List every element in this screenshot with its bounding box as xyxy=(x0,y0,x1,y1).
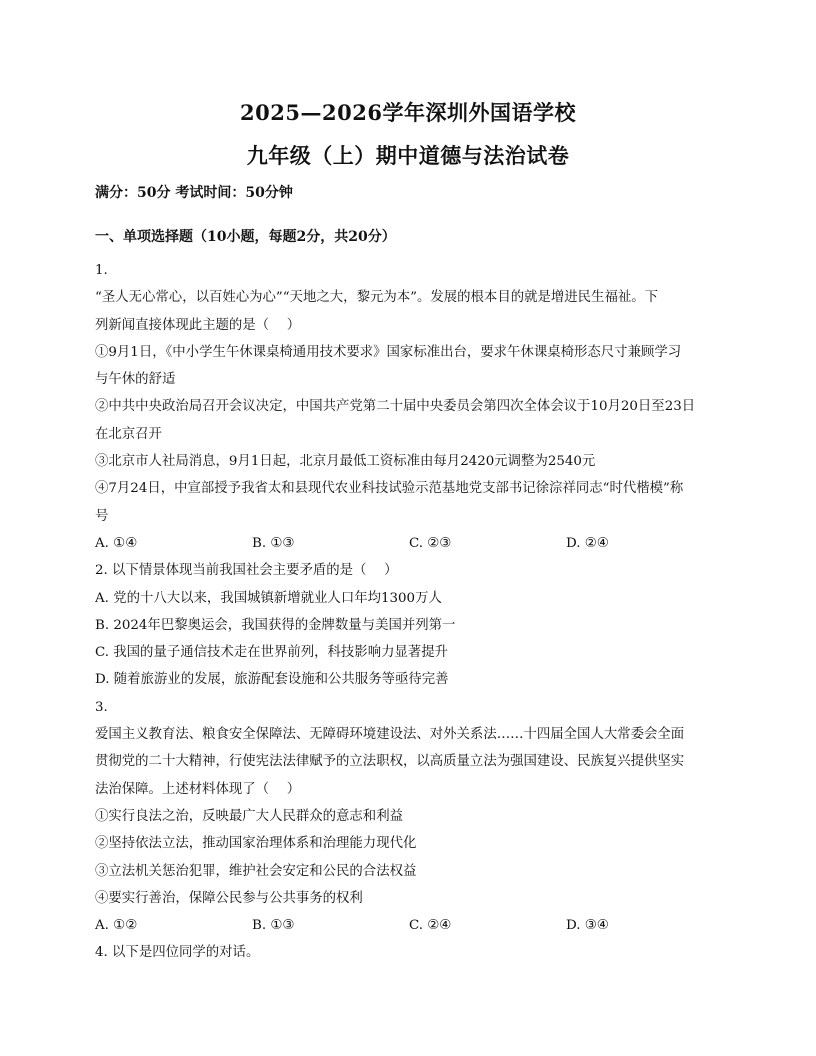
q3-option-d[interactable]: D. ③④ xyxy=(566,918,609,934)
q3-stem-line3: 法治保障。上述材料体现了（ ） xyxy=(95,781,301,797)
q1-number: 1. xyxy=(95,263,108,278)
exam-title-line1: 2025—2026学年深圳外国语学校 xyxy=(240,100,576,125)
q3-statement1: ①实行良法之治，反映最广大人民群众的意志和利益 xyxy=(95,808,403,824)
q2-option-c[interactable]: C. 我国的量子通信技术走在世界前列，科技影响力显著提升 xyxy=(95,645,449,661)
q3-stem-line2: 贯彻党的二十大精神，行使宪法法律赋予的立法职权，以高质量立法为强国建设、民族复兴提供坚实 xyxy=(95,754,685,770)
q3-stem-line1: 爱国主义教育法、粮食安全保障法、无障碍环境建设法、对外关系法……十四届全国人大常委会全面 xyxy=(95,727,685,743)
q3-statement3: ③立法机关惩治犯罪，维护社会安定和公民的合法权益 xyxy=(95,863,417,879)
q1-statement4-line2: 号 xyxy=(95,508,109,524)
q1-option-d[interactable]: D. ②④ xyxy=(566,535,609,551)
q3-options xyxy=(95,912,727,939)
q3-option-c[interactable]: C. ②④ xyxy=(409,918,452,934)
section-heading: 一、单项选择题（10小题，每题2分，共20分） xyxy=(95,229,396,245)
question-body xyxy=(95,257,727,967)
q1-statement3: ③北京市人社局消息，9月1日起，北京月最低工资标准由每月2420元调整为2540元 xyxy=(95,454,596,470)
q3-option-a[interactable]: A. ①② xyxy=(95,918,138,934)
q1-stem-line1: “圣人无心常心，以百姓心为心”“天地之大，黎元为本”。发展的根本目的就是增进民生福祉。下 xyxy=(95,290,659,306)
q1-option-c[interactable]: C. ②③ xyxy=(409,535,452,551)
q1-option-b[interactable]: B. ①③ xyxy=(252,535,295,551)
q2-option-d[interactable]: D. 随着旅游业的发展，旅游配套设施和公共服务等亟待完善 xyxy=(95,672,449,688)
q3-statement4: ④要实行善治，保障公民参与公共事务的权利 xyxy=(95,890,363,906)
q1-statement2-line1: ②中共中央政治局召开会议决定，中国共产党第二十届中央委员会第四次全体会议于10月20日至23日 xyxy=(95,399,696,415)
q3-option-b[interactable]: B. ①③ xyxy=(252,918,295,934)
q1-statement4-line1: ④7月24日，中宣部授予我省太和县现代农业科技试验示范基地党支部书记徐淙祥同志“时代楷模”称 xyxy=(95,481,684,497)
q1-statement1-line2: 与午休的舒适 xyxy=(95,372,176,388)
q4-stem: 4. 以下是四位同学的对话。 xyxy=(95,945,260,961)
q1-option-a[interactable]: A. ①④ xyxy=(95,535,138,551)
q1-statement2-line2: 在北京召开 xyxy=(95,426,162,442)
q2-option-a[interactable]: A. 党的十八大以来，我国城镇新增就业人口年均1300万人 xyxy=(95,590,442,606)
exam-title-line2: 九年级（上）期中道德与法治试卷 xyxy=(246,143,570,168)
q1-options xyxy=(95,530,727,557)
q2-stem: 2. 以下情景体现当前我国社会主要矛盾的是（ ） xyxy=(95,563,398,579)
q1-stem-line2: 列新闻直接体现此主题的是（ ） xyxy=(95,317,301,333)
q1-statement1-line1: ①9月1日，《中小学生午休课桌椅通用技术要求》国家标准出台，要求午休课桌椅形态尺寸兼顾学习 xyxy=(95,344,682,360)
exam-meta: 满分：50分 考试时间：50分钟 xyxy=(95,185,293,201)
q3-statement2: ②坚持依法立法，推动国家治理体系和治理能力现代化 xyxy=(95,836,417,852)
q2-option-b[interactable]: B. 2024年巴黎奥运会，我国获得的金牌数量与美国并列第一 xyxy=(95,617,456,633)
q3-number: 3. xyxy=(95,699,108,715)
